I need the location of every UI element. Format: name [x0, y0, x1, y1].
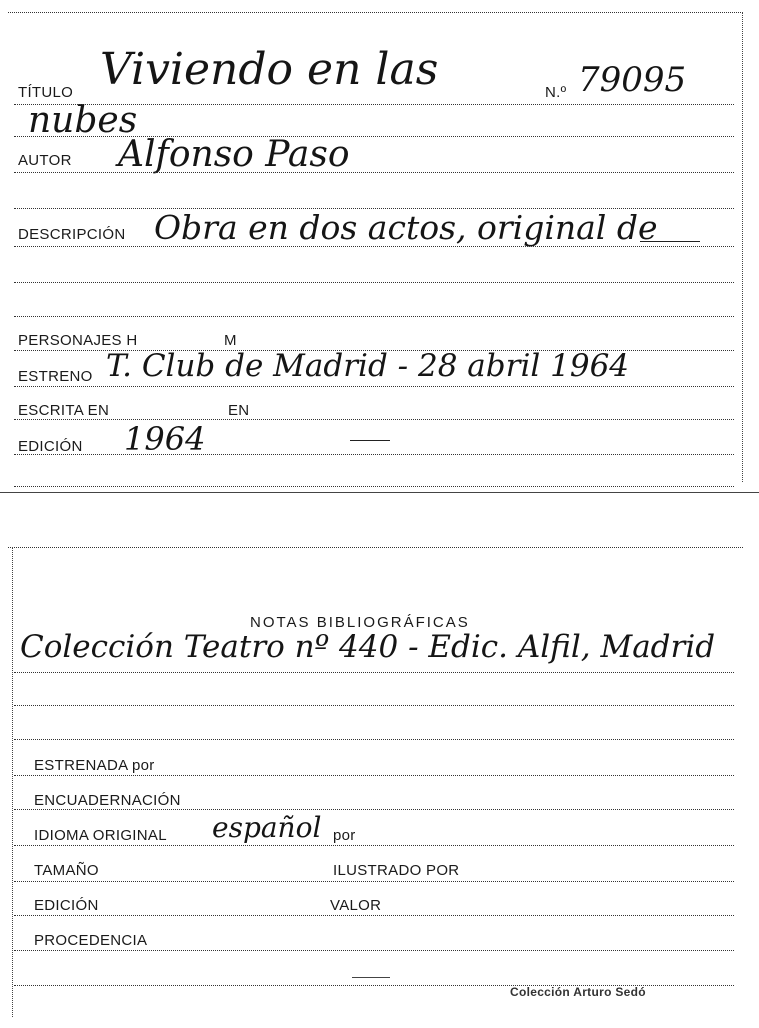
idioma-original-value: español — [212, 811, 322, 844]
valor-label: VALOR — [330, 897, 382, 914]
rule — [14, 950, 734, 951]
tamano-label: TAMAÑO — [34, 862, 99, 879]
rule — [14, 386, 734, 387]
catalog-card-front — [0, 0, 759, 492]
rule — [14, 316, 734, 317]
descripcion-continuation-stroke — [640, 241, 700, 242]
titulo-value-line2: nubes — [28, 100, 138, 141]
rule — [14, 172, 734, 173]
card-separator — [0, 492, 759, 493]
left-edge — [12, 547, 13, 1017]
notas-heading: NOTAS BIBLIOGRÁFICAS — [250, 614, 470, 631]
autor-value: Alfonso Paso — [118, 134, 350, 175]
rule — [14, 809, 734, 810]
rule — [14, 282, 734, 283]
collection-credit: Colección Arturo Sedó — [510, 985, 646, 999]
descripcion-value: Obra en dos actos, original de — [154, 208, 658, 247]
pen-stroke — [350, 440, 390, 441]
ilustrado-por-label: ILUSTRADO POR — [333, 862, 460, 879]
rule — [14, 775, 734, 776]
edicion-back-label: EDICIÓN — [34, 897, 99, 914]
rule — [14, 915, 734, 916]
catalog-card-back — [0, 545, 759, 1028]
rule — [14, 739, 734, 740]
rule — [14, 672, 734, 673]
estreno-value: T. Club de Madrid - 28 abril 1964 — [106, 348, 630, 384]
edicion-label: EDICIÓN — [18, 438, 83, 455]
personajes-label: PERSONAJES H — [18, 332, 138, 349]
edicion-value: 1964 — [124, 420, 206, 458]
escrita-en-label: ESCRITA EN — [18, 402, 110, 419]
estreno-label: ESTRENO — [18, 368, 93, 385]
idioma-original-label: IDIOMA ORIGINAL — [34, 827, 167, 844]
numero-value: 79095 — [578, 60, 687, 100]
descripcion-label: DESCRIPCIÓN — [18, 226, 126, 243]
en-label: EN — [228, 402, 250, 419]
rule — [14, 845, 734, 846]
top-edge — [8, 12, 743, 13]
titulo-value-line1: Viviendo en las — [100, 44, 439, 95]
rule — [14, 454, 734, 455]
notas-value: Colección Teatro nº 440 - Edic. Alfil, Madrid — [20, 629, 716, 665]
procedencia-label: PROCEDENCIA — [34, 932, 148, 949]
rule — [14, 705, 734, 706]
pen-stroke — [352, 977, 390, 978]
rule — [14, 486, 734, 487]
personajes-m-label: M — [224, 332, 237, 349]
estrenada-por-label: ESTRENADA por — [34, 757, 155, 774]
right-edge — [742, 12, 743, 482]
top-edge — [8, 547, 743, 548]
numero-label: N.º — [545, 84, 567, 101]
autor-label: AUTOR — [18, 152, 72, 169]
titulo-label: TÍTULO — [18, 84, 74, 101]
encuadernacion-label: ENCUADERNACIÓN — [34, 792, 181, 809]
rule — [14, 419, 734, 420]
idioma-por-label: por — [333, 827, 356, 844]
rule — [14, 246, 734, 247]
rule — [14, 881, 734, 882]
